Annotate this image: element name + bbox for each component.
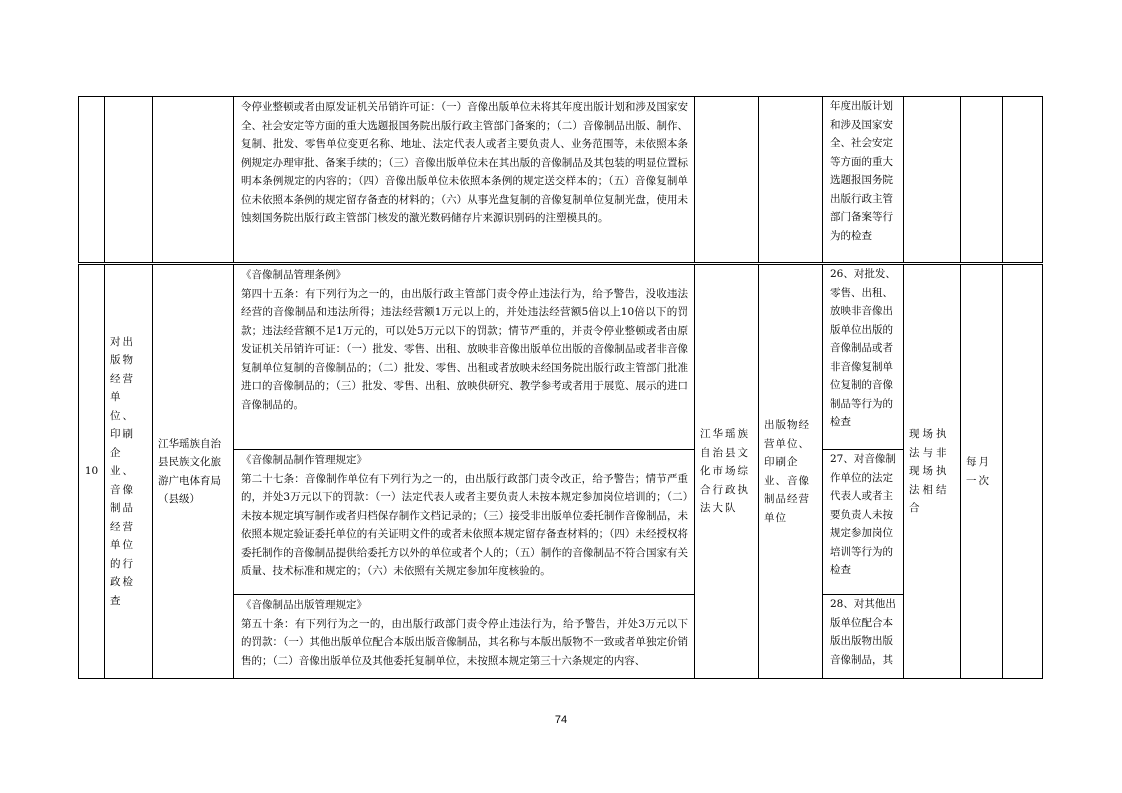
page-number: 74 xyxy=(554,714,568,726)
cell-check-item-2 xyxy=(823,450,904,595)
cell-authority-empty xyxy=(153,97,234,264)
cell-item-name-empty xyxy=(105,97,153,264)
inspection-frequency: 每月一次 xyxy=(966,456,991,487)
cell-check-item-3 xyxy=(823,595,904,679)
cell-check-item-continued xyxy=(823,97,904,264)
authority-name: 江华瑶族自治县民族文化旅游广电体育局（县级） xyxy=(158,437,221,505)
check-item-2: 27、对音像制作单位的法定代表人或者主要负责人未按规定参加岗位培训等行为的检查 xyxy=(830,453,896,576)
cell-executor xyxy=(695,264,759,679)
table-row-10 xyxy=(79,264,1043,450)
executor-name: 江华瑶族自治县文化市场综合行政执法大队 xyxy=(700,428,750,515)
check-item-1: 26、对批发、零售、出租、放映非音像出版单位出版的音像制品或者非音像复制单位复制的音像制品等行为的检查 xyxy=(830,268,896,428)
enforcement-table xyxy=(78,96,1043,679)
cell-law-1 xyxy=(234,264,695,450)
cell-row-number xyxy=(79,264,105,679)
cell-object-empty xyxy=(759,97,823,264)
cell-law-continued xyxy=(234,97,695,264)
law-body-3: 第五十条：有下列行为之一的，由出版行政部门责令停止违法行为，给予警告，并处3万元以下的罚款：（一）其他出版单位配合本版出版音像制品，其名称与本版出版物不一致或者单独定价销售的；（二）音像出版单位及其他委托复制单位，未按照本规定第三十六条规定的内容、 xyxy=(241,617,688,667)
cell-method-empty xyxy=(904,97,961,264)
law-body-2: 第二十七条：音像制作单位有下列行为之一的，由出版行政部门责令改正，给予警告；情节严重的，并处3万元以下的罚款：（一）法定代表人或者主要负责人未按本规定参加岗位培训的；（二）未按本规定填写制作或者归档保存制作文档记录的；（三）接受非出版单位委托制作音像制品，未依照本规定验证委托单位的有关证明文件的或者未依照本规定留存备查材料的；（四）未经授权将委托制作的音像制品提供给委托方以外的单位或者个人的；（五）制作的音像制品不符合国家有关质量、技术标准和规定的；（六）未依照有关规定参加年度核验的。 xyxy=(241,472,688,577)
check-item-text-continued: 年度出版计划和涉及国家安全、社会安定等方面的重大选题报国务院出版行政主管部门备案等行为的检查 xyxy=(830,100,893,242)
cell-law-3 xyxy=(234,595,695,679)
cell-remark-empty xyxy=(1003,97,1043,264)
cell-item-name xyxy=(105,264,153,679)
cell-executor-empty xyxy=(695,97,759,264)
cell-law-2 xyxy=(234,450,695,595)
law-title-1: 《音像制品管理条例》 xyxy=(241,269,346,281)
law-text-continued: 令停业整顿或者由原发证机关吊销许可证：（一）音像出版单位未将其年度出版计划和涉及国家安全、社会安定等方面的重大选题报国务院出版行政主管部门备案的；（二）音像制品出版、制作、复制、批发、零售单位变更名称、地址、法定代表人或者主要负责人、业务范围等，未依照本条例规定办理审批、备案手续的；（三）音像出版单位未在其出版的音像制品及其包装的明显位置标明本条例规定的内容的；（四）音像出版单位未依照本条例的规定送交样本的；（五）音像复制单位未依照本条例的规定留存备查的材料的；（六）从事光盘复制的音像复制单位复制光盘，使用未蚀刻国务院出版行政主管部门核发的激光数码储存片来源识别码的注塑模具的。 xyxy=(241,101,688,224)
cell-frequency xyxy=(961,264,1003,679)
cell-authority xyxy=(153,264,234,679)
cell-number-empty xyxy=(79,97,105,264)
row-number: 10 xyxy=(84,465,99,478)
law-body-1: 第四十五条：有下列行为之一的，由出版行政主管部门责令停止违法行为，给予警告，没收违法经营的音像制品和违法所得；违法经营额1万元以上的，并处违法经营额5倍以上10倍以下的罚款；违法经营额不足1万元的，可以处5万元以下的罚款；情节严重的，并责令停业整顿或者由原发证机关吊销许可证：（一）批发、零售、出租、放映非音像出版单位出版的音像制品或者非音像复制单位复制的音像制品的；（二）批发、零售、出租或者放映未经国务院出版行政主管部门批准进口的音像制品的；（三）批发、零售、出租、放映供研究、教学参考或者用于展览、展示的进口音像制品的。 xyxy=(241,287,688,411)
inspection-method: 现场执法与非现场执法相结合 xyxy=(909,428,950,515)
inspection-object: 出版物经营单位、印刷企业、音像制品经营单位 xyxy=(764,419,810,524)
law-title-3: 《音像制品出版管理规定》 xyxy=(241,599,367,611)
law-title-2: 《音像制品制作管理规定》 xyxy=(241,454,367,466)
table-row-continued xyxy=(79,97,1043,264)
cell-object xyxy=(759,264,823,679)
cell-method xyxy=(904,264,961,679)
check-category-name: 对出版物经营单位、印刷企业、音像制品经营单位的行政检查 xyxy=(110,335,135,607)
cell-remark xyxy=(1003,264,1043,679)
cell-frequency-empty xyxy=(961,97,1003,264)
cell-check-item-1 xyxy=(823,264,904,450)
check-item-3: 28、对其他出版单位配合本版出版物出版音像制品，其 xyxy=(830,598,896,666)
